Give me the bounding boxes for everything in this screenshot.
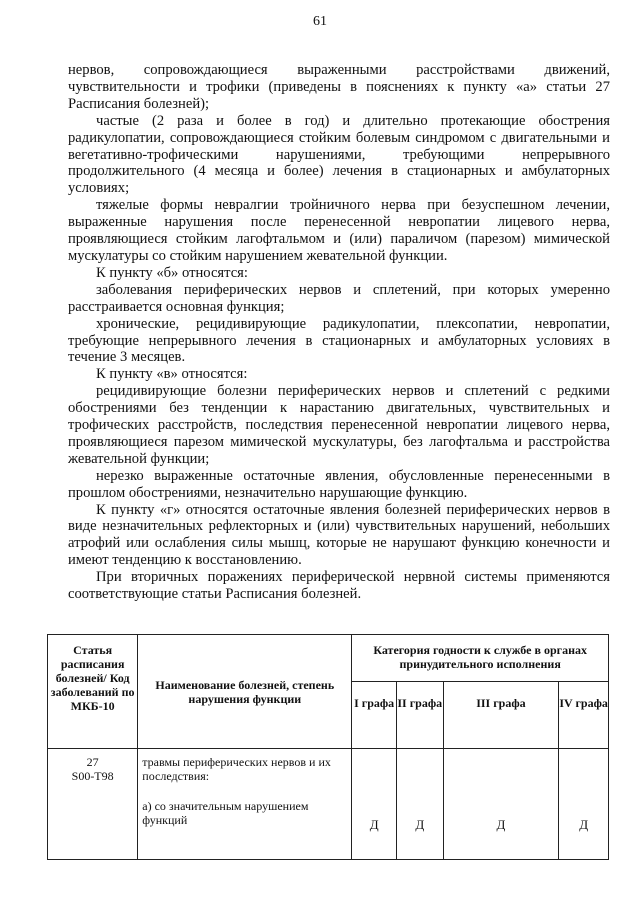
header-disease-name: Наименование болезней, степень нарушения функции	[138, 635, 352, 749]
icd-code: S00-T98	[71, 769, 114, 783]
header-column-4: IV графа	[559, 682, 609, 749]
paragraph: заболевания периферических нервов и сплетений, при которых умеренно расстраивается основная функция;	[68, 281, 610, 315]
header-category: Категория годности к службе в органах принудительного исполнения	[352, 635, 609, 682]
grade-column-2: Д	[396, 749, 443, 860]
paragraph: К пункту «б» относятся:	[96, 264, 248, 281]
paragraph: тяжелые формы невралгии тройничного нерва при безуспешном лечении, выраженные нарушения после перенесенной невропатии лицевого нерва, проявляющиеся стойким лагофтальмом и (или) параличом (парезом) мимической мускулатуры со стойким нарушением жевательной функции.	[68, 197, 610, 264]
disease-name-cell	[138, 749, 352, 860]
paragraph: нерезко выраженные остаточные явления, обусловленные перенесенными в прошлом обострениями, незначительно нарушающие функцию.	[68, 467, 610, 501]
disease-subitem: а) со значительным нарушением функций	[142, 799, 309, 827]
table-row	[48, 749, 609, 860]
paragraph: рецидивирующие болезни периферических нервов и сплетений с редкими обострениями без тенденции к нарастанию двигательных, чувствительных и трофических расстройств, последствия перенесенной невропатии лицевого нерва, проявляющиеся парезом мимической мускулатуры, без лагофтальма и расстройства жевательной функции;	[68, 383, 610, 467]
header-column-1: I графа	[352, 682, 397, 749]
grade-column-3: Д	[443, 749, 559, 860]
body-text	[68, 62, 610, 603]
paragraph: частые (2 раза и более в год) и длительно протекающие обострения радикулопатии, сопровождающиеся стойким болевым синдромом с двигательными и вегетативно-трофическими нарушениями, требующими непрерывного продолжительного (4 месяца и более) лечения в стационарных и амбулаторных условиях;	[68, 112, 610, 197]
paragraph: К пункту «в» относятся:	[96, 366, 248, 383]
paragraph: нервов, сопровождающиеся выраженными расстройствами движений, чувствительности и трофики (приведены в пояснениях к пункту «а» статьи 27 Расписания болезней);	[68, 62, 610, 112]
article-cell	[48, 749, 138, 860]
paragraph: хронические, рецидивирующие радикулопатии, плексопатии, невропатии, требующие непрерывного лечения в стационарных и амбулаторных условиях в течение 3 месяцев.	[68, 315, 610, 366]
header-column-2: II графа	[396, 682, 443, 749]
paragraph: К пункту «г» относятся остаточные явления болезней периферических нервов в виде незначительных рефлекторных и (или) чувствительных нарушений, небольших атрофий или ослабления силы мышц, которые не нарушают функцию конечности и имеют тенденцию к восстановлению.	[68, 501, 610, 569]
paragraph: При вторичных поражениях периферической нервной системы применяются соответствующие статьи Расписания болезней.	[68, 569, 610, 603]
disease-schedule-table	[47, 634, 609, 860]
page-number: 61	[313, 14, 327, 29]
grade-column-4: Д	[559, 749, 609, 860]
article-number: 27	[86, 755, 99, 769]
grade-column-1: Д	[352, 749, 397, 860]
header-article: Статья расписания болезней/ Код заболеваний по МКБ-10	[48, 635, 138, 749]
header-column-3: III графа	[443, 682, 559, 749]
disease-name: травмы периферических нервов и их последствия:	[142, 755, 331, 783]
